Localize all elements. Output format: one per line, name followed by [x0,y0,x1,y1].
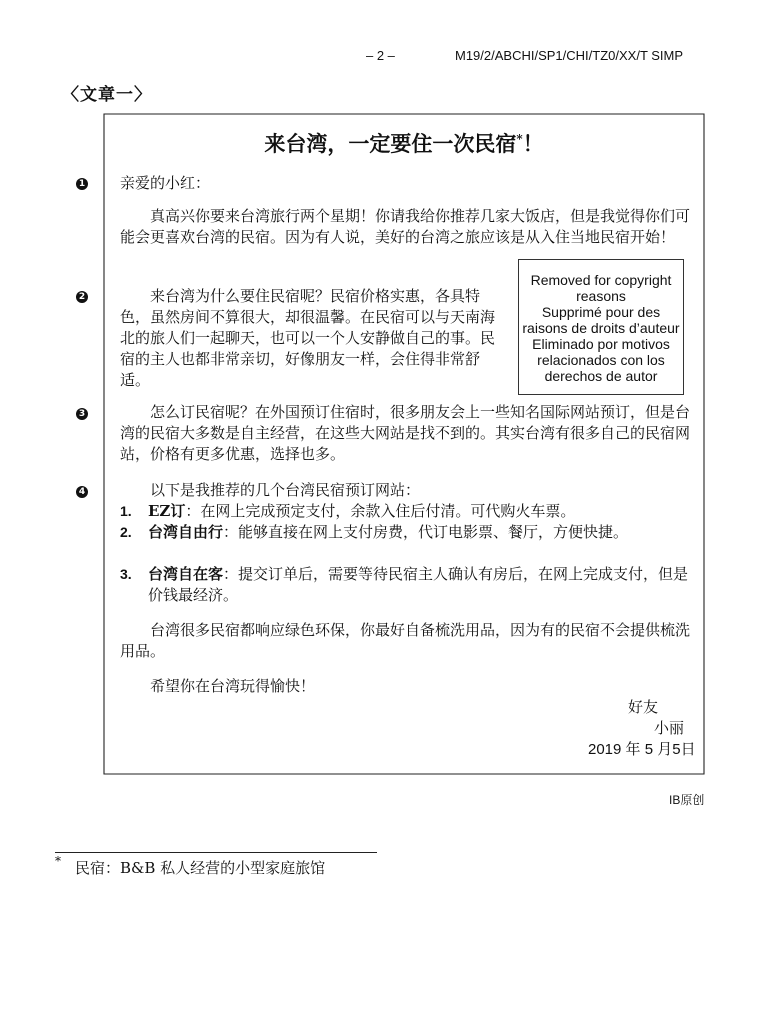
date-year: 2019 [588,741,622,758]
signature-name: 小丽 [654,719,685,737]
page-number: – 2 – [366,48,395,63]
list-number: 1. [120,503,132,519]
website-name: 台湾自在客 [148,565,224,583]
date-year-char: 年 [625,740,641,758]
paragraph-6: 希望你在台湾玩得愉快！ [150,677,316,695]
title-end: ！ [522,131,544,156]
paper-code: M19/2/ABCHI/SP1/CHI/TZ0/XX/T SIMP [455,48,684,63]
article-title [100,128,708,158]
paragraph-2: 来台湾为什么要住民宿呢？民宿价格实惠，各具特色，虽然房间不算很大，却很温馨。在民宿可以与天南海北的旅人们一起聊天，也可以一个人安静做自己的事。民宿的主人也都非常亲切，好像朋友一样，会住得非常舒适。 [120,287,496,389]
copyright-line: raisons de droits d’auteur [522,320,680,336]
section-label: 〈文章一〉 [62,85,152,105]
paragraph-marker-1: 1 [76,178,88,190]
footnote-mark: * [55,854,61,868]
website-name: EZ订 [148,502,186,520]
date-day-char: 日 [680,740,696,758]
date-day: 5 [672,741,681,758]
title-text: 来台湾，一定要住一次民宿 [264,131,517,156]
signature-date [588,739,696,760]
paragraph-marker-2: 2 [76,291,88,303]
list-item [120,501,694,522]
date-month-char: 月 [657,740,673,758]
list-item [120,564,694,606]
list-number: 2. [120,524,132,540]
copyright-line: Eliminado por motivos [532,336,670,352]
paragraph-1: 真高兴你要来台湾旅行两个星期！你请我给你推荐几家大饭店，但是我觉得你们可能会更喜欢台湾的民宿。因为有人说，美好的台湾之旅应该是从入住当地民宿开始！ [120,207,691,246]
list-item [120,522,694,543]
paragraph-3: 怎么订民宿呢？在外国预订住宿时，很多朋友会上一些知名国际网站预订，但是台湾的民宿大多数是自主经营，在这些大网站是找不到的。其实台湾有很多自己的民宿网站，价格有更多优惠，选择也多。 [120,403,691,463]
paragraph-marker-4: 4 [76,486,88,498]
copyright-notice-box [518,259,684,395]
copyright-line: Removed for copyright [530,272,672,288]
paragraph-marker-3: 3 [76,408,88,420]
website-name: 台湾自由行 [148,523,224,541]
footnote [55,854,326,878]
footnote-text: 民宿：B&B 私人经营的小型家庭旅馆 [75,859,326,877]
copyright-line: reasons [576,288,626,304]
footnote-divider [55,852,377,853]
copyright-line: Supprimé pour des [541,304,661,320]
title-footnote-mark: * [516,132,523,146]
paragraph-4: 以下是我推荐的几个台湾民宿预订网站： [150,481,421,499]
source-note: IB原创 [669,793,705,807]
copyright-line: derechos de autor [544,368,658,384]
website-description: ：能够直接在网上支付房费，代订电影票、餐厅，方便快捷。 [223,523,629,541]
copyright-line: relacionados con los [537,352,665,368]
paragraph-5: 台湾很多民宿都响应绿色环保，你最好自备梳洗用品，因为有的民宿不会提供梳洗用品。 [120,621,691,660]
greeting: 亲爱的小红： [120,174,211,192]
website-description: ：提交订单后，需要等待民宿主人确认有房后，在网上完成支付，但是价钱最经济。 [148,565,689,604]
list-number: 3. [120,566,132,582]
signature-friend: 好友 [628,698,659,716]
website-description: ：在网上完成预定支付，余款入住后付清。可代购火车票。 [185,502,576,520]
date-month: 5 [644,741,654,758]
